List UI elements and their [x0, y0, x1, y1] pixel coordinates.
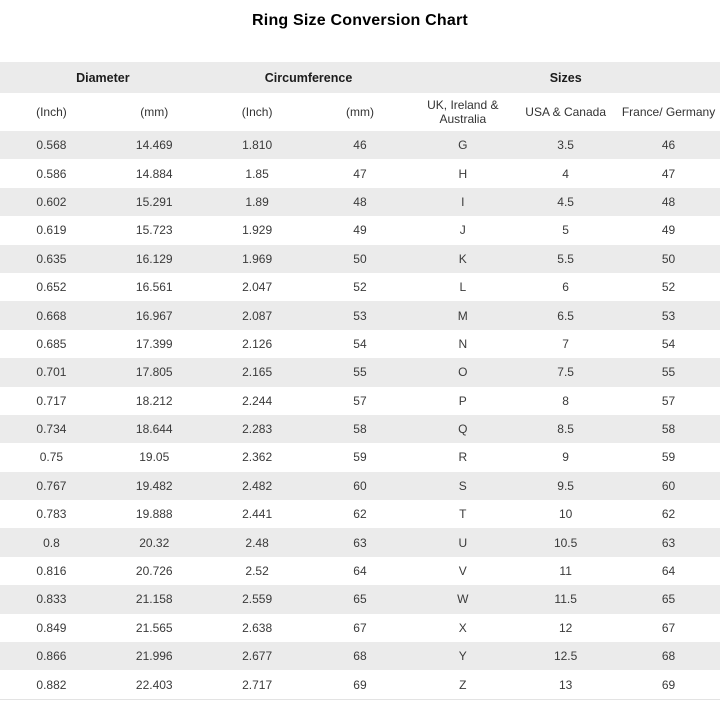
table-row [0, 585, 720, 613]
table-cell: 0.8 [43, 535, 60, 550]
column-header-france-germany: France/ Germany [617, 93, 720, 131]
table-cell: Y [458, 649, 467, 664]
table-cell: 16.967 [135, 308, 173, 323]
table-cell: 2.283 [242, 422, 273, 437]
table-cell: 22.403 [135, 677, 173, 692]
table-cell: I [461, 194, 465, 209]
table-cell: 52 [661, 280, 676, 295]
table-row [0, 245, 720, 273]
table-row [0, 188, 720, 216]
table-cell: 49 [353, 223, 367, 238]
table-cell: 0.849 [36, 620, 67, 635]
table-cell: P [458, 393, 467, 408]
table-cell: 3.5 [557, 138, 574, 153]
table-cell: 59 [353, 450, 367, 465]
table-cell: 19.888 [135, 507, 173, 522]
table-cell: 64 [353, 564, 367, 579]
table-cell: 2.165 [242, 365, 273, 380]
table-cell: 4.5 [557, 194, 574, 209]
table-cell: 8 [562, 393, 569, 408]
group-header-circumference: Circumference [206, 62, 412, 93]
group-header-sizes: Sizes [411, 62, 720, 93]
table-cell: 58 [353, 422, 367, 437]
column-header-circumference-inch: (Inch) [206, 93, 309, 131]
table-cell: 20.32 [139, 535, 170, 550]
table-cell: 49 [661, 223, 676, 238]
table-cell: 5.5 [557, 251, 574, 266]
table-cell: 0.685 [36, 336, 67, 351]
table-cell: 5 [562, 223, 569, 238]
table-cell: 55 [353, 365, 367, 380]
group-header-row [0, 62, 720, 93]
table-row [0, 670, 720, 699]
table-cell: 2.087 [242, 308, 273, 323]
table-row [0, 642, 720, 670]
table-cell: 21.996 [135, 649, 173, 664]
table-cell: 50 [661, 251, 676, 266]
table-cell: 7 [562, 336, 569, 351]
table-cell: 63 [353, 535, 367, 550]
table-cell: 19.482 [135, 478, 173, 493]
group-header-diameter: Diameter [0, 62, 206, 93]
table-cell: 21.565 [135, 620, 173, 635]
table-cell: 2.482 [242, 478, 273, 493]
table-cell: 7.5 [557, 365, 574, 380]
table-cell: 59 [661, 450, 676, 465]
table-row [0, 330, 720, 358]
table-cell: 2.717 [242, 677, 273, 692]
table-cell: 0.783 [36, 507, 67, 522]
table-cell: 16.561 [135, 280, 173, 295]
table-row [0, 415, 720, 443]
table-cell: 0.866 [36, 649, 67, 664]
table-cell: 9 [562, 450, 569, 465]
table-cell: 14.469 [135, 138, 173, 153]
ring-size-conversion-table [0, 62, 720, 700]
table-cell: 8.5 [557, 422, 574, 437]
page-title: Ring Size Conversion Chart [252, 12, 468, 29]
table-cell: 1.969 [242, 251, 273, 266]
table-cell: 57 [353, 393, 367, 408]
table-row [0, 358, 720, 386]
table-row [0, 443, 720, 471]
table-cell: 0.602 [36, 194, 67, 209]
table-cell: 21.158 [135, 592, 173, 607]
table-row [0, 472, 720, 500]
table-cell: 6 [562, 280, 569, 295]
table-cell: 1.89 [245, 194, 269, 209]
table-cell: 2.638 [242, 620, 273, 635]
table-cell: 2.677 [242, 649, 273, 664]
table-cell: 57 [661, 393, 676, 408]
column-header-uk-ireland-australia: UK, Ireland & Australia [411, 93, 514, 131]
table-cell: 0.652 [36, 280, 67, 295]
table-cell: 0.882 [36, 677, 67, 692]
table-cell: N [458, 336, 468, 351]
table-cell: 1.85 [245, 166, 269, 181]
table-cell: 0.767 [36, 478, 67, 493]
table-cell: 11.5 [554, 592, 577, 607]
table-cell: 0.833 [36, 592, 67, 607]
table-row [0, 216, 720, 244]
table-cell: 16.129 [135, 251, 173, 266]
table-cell: 19.05 [139, 450, 170, 465]
table-cell: 0.668 [36, 308, 67, 323]
table-cell: 68 [661, 649, 676, 664]
table-cell: 58 [661, 422, 676, 437]
table-cell: 62 [661, 507, 676, 522]
table-cell: 46 [353, 138, 367, 153]
table-cell: 15.723 [135, 223, 173, 238]
table-cell: 2.244 [242, 393, 273, 408]
table-cell: 64 [661, 564, 676, 579]
table-cell: K [458, 251, 467, 266]
table-cell: 1.810 [242, 138, 273, 153]
table-cell: G [458, 138, 468, 153]
table-cell: 0.75 [39, 450, 64, 465]
table-cell: 14.884 [135, 166, 173, 181]
table-row [0, 301, 720, 329]
table-cell: U [458, 535, 468, 550]
table-cell: 48 [661, 194, 676, 209]
table-cell: 68 [353, 649, 367, 664]
table-cell: 17.805 [135, 365, 173, 380]
table-cell: 4 [562, 166, 569, 181]
table-cell: 54 [353, 336, 367, 351]
table-cell: 0.586 [36, 166, 67, 181]
table-cell: 12 [558, 620, 573, 635]
table-cell: O [458, 365, 468, 380]
table-cell: 62 [353, 507, 367, 522]
table-row [0, 557, 720, 585]
table-cell: 0.701 [36, 365, 67, 380]
table-cell: 60 [661, 478, 676, 493]
table-cell: X [458, 620, 467, 635]
table-cell: 52 [353, 280, 367, 295]
table-cell: 65 [353, 592, 367, 607]
table-row [0, 159, 720, 187]
table-cell: 47 [353, 166, 367, 181]
table-cell: 13 [558, 677, 573, 692]
table-cell: 47 [661, 166, 676, 181]
table-cell: 0.568 [36, 138, 67, 153]
table-cell: 2.047 [242, 280, 273, 295]
table-cell: 10 [558, 507, 573, 522]
column-header-circumference-mm: (mm) [309, 93, 412, 131]
table-cell: L [459, 280, 467, 295]
column-header-diameter-mm: (mm) [103, 93, 206, 131]
column-header-row [0, 93, 720, 131]
table-cell: 6.5 [557, 308, 574, 323]
table-cell: 53 [661, 308, 676, 323]
table-cell: 69 [353, 677, 367, 692]
table-body [0, 131, 720, 699]
table-cell: 0.635 [36, 251, 67, 266]
table-cell: J [459, 223, 466, 238]
table-cell: 10.5 [553, 535, 578, 550]
table-cell: 65 [661, 592, 676, 607]
table-cell: 0.816 [36, 564, 67, 579]
table-cell: 17.399 [135, 336, 173, 351]
table-cell: 54 [661, 336, 676, 351]
table-cell: V [458, 564, 467, 579]
table-cell: 15.291 [135, 194, 173, 209]
table-cell: 2.126 [242, 336, 273, 351]
table-cell: 69 [661, 677, 676, 692]
table-cell: 50 [353, 251, 367, 266]
table-row [0, 614, 720, 642]
table-cell: 2.362 [242, 450, 273, 465]
table-cell: 0.734 [36, 422, 67, 437]
table-cell: 11 [559, 564, 572, 579]
table-cell: T [459, 507, 467, 522]
table-cell: 46 [661, 138, 676, 153]
table-cell: S [458, 478, 467, 493]
table-cell: 0.717 [36, 393, 67, 408]
table-cell: 2.48 [245, 535, 269, 550]
table-cell: 63 [661, 535, 676, 550]
table-cell: Z [459, 677, 467, 692]
column-header-diameter-inch: (Inch) [0, 93, 103, 131]
table-cell: 9.5 [557, 478, 574, 493]
table-cell: R [458, 450, 468, 465]
column-header-usa-canada: USA & Canada [514, 93, 617, 131]
table-cell: 1.929 [242, 223, 273, 238]
table-row [0, 387, 720, 415]
table-cell: Q [458, 422, 468, 437]
table-cell: H [458, 166, 468, 181]
table-cell: 67 [353, 620, 367, 635]
table-row [0, 528, 720, 556]
table-row [0, 273, 720, 301]
table-cell: W [457, 592, 469, 607]
table-cell: 12.5 [553, 649, 578, 664]
table-row [0, 500, 720, 528]
table-cell: 2.52 [245, 564, 269, 579]
table-header [0, 62, 720, 131]
table-cell: 20.726 [135, 564, 173, 579]
table-cell: 53 [353, 308, 367, 323]
table-cell: 0.619 [36, 223, 67, 238]
table-cell: 2.559 [242, 592, 273, 607]
table-cell: 48 [353, 194, 367, 209]
table-cell: 67 [661, 620, 676, 635]
table-cell: 18.212 [135, 393, 173, 408]
table-cell: 2.441 [242, 507, 273, 522]
table-cell: 55 [661, 365, 676, 380]
table-row [0, 131, 720, 159]
table-cell: 18.644 [135, 422, 173, 437]
table-cell: 60 [353, 478, 367, 493]
table-cell: M [457, 308, 468, 323]
